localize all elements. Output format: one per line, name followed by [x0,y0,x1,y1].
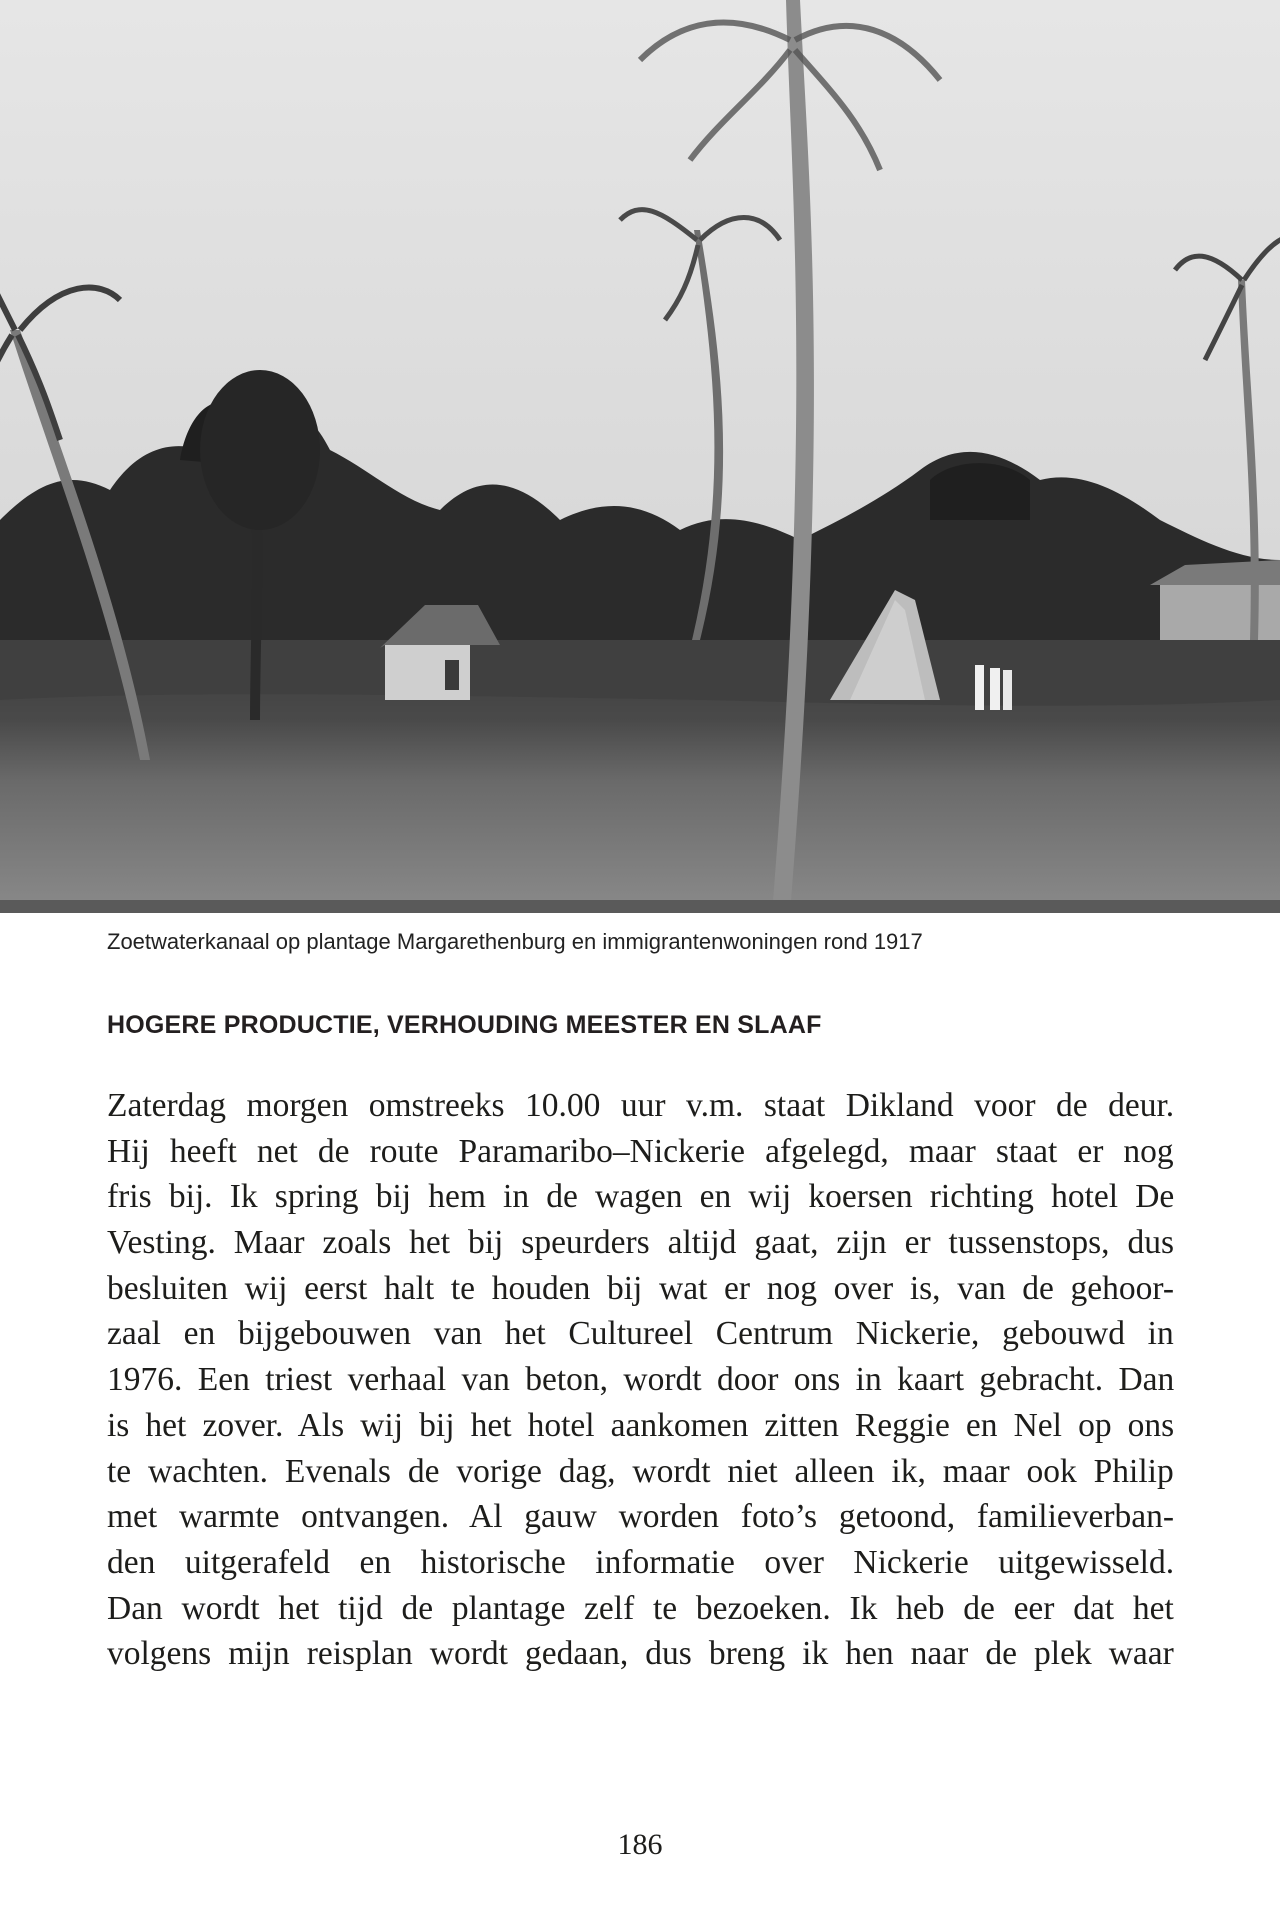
body-line: den uitgerafeld en historische informatie over Nickerie uitgewisseld. [107,1543,1175,1581]
body-line: fris bij. Ik spring bij hem in de wagen en wij koersen richting hotel De [107,1178,1175,1216]
body-line: Vesting. Maar zoals het bij speurders altijd gaat, zijn er tussenstops, dus [107,1224,1174,1262]
body-line: te wachten. Evenals de vorige dag, wordt niet alleen ik, maar ook Philip [107,1452,1174,1490]
body-paragraph [107,1083,1174,1677]
body-line: is het zover. Als wij bij het hotel aankomen zitten Reggie en Nel op ons [107,1406,1175,1444]
plantation-photo-illustration [0,0,1280,913]
page-number: 186 [617,1828,663,1861]
body-line: zaal en bijgebouwen van het Cultureel Centrum Nickerie, gebouwd in [107,1315,1174,1353]
body-line: Hij heeft net de route Paramaribo–Nickerie afgelegd, maar staat er nog [107,1132,1174,1170]
body-line: Dan wordt het tijd de plantage zelf te bezoeken. Ik heb de eer dat het [107,1589,1174,1627]
body-line: 1976. Een triest verhaal van beton, wordt door ons in kaart gebracht. Dan [107,1361,1175,1399]
body-line: Zaterdag morgen omstreeks 10.00 uur v.m. staat Dikland voor de deur. [107,1087,1175,1124]
body-line: besluiten wij eerst halt te houden bij wat er nog over is, van de gehoor- [107,1269,1175,1307]
body-line: volgens mijn reisplan wordt gedaan, dus breng ik hen naar de plek waar [107,1635,1174,1673]
historic-photograph [0,0,1280,913]
body-line: met warmte ontvangen. Al gauw worden foto’s getoond, familieverban- [107,1498,1175,1536]
section-heading: HOGERE PRODUCTIE, VERHOUDING MEESTER EN SLAAF [107,1011,822,1039]
photo-caption: Zoetwaterkanaal op plantage Margarethenburg en immigrantenwoningen rond 1917 [107,929,923,954]
